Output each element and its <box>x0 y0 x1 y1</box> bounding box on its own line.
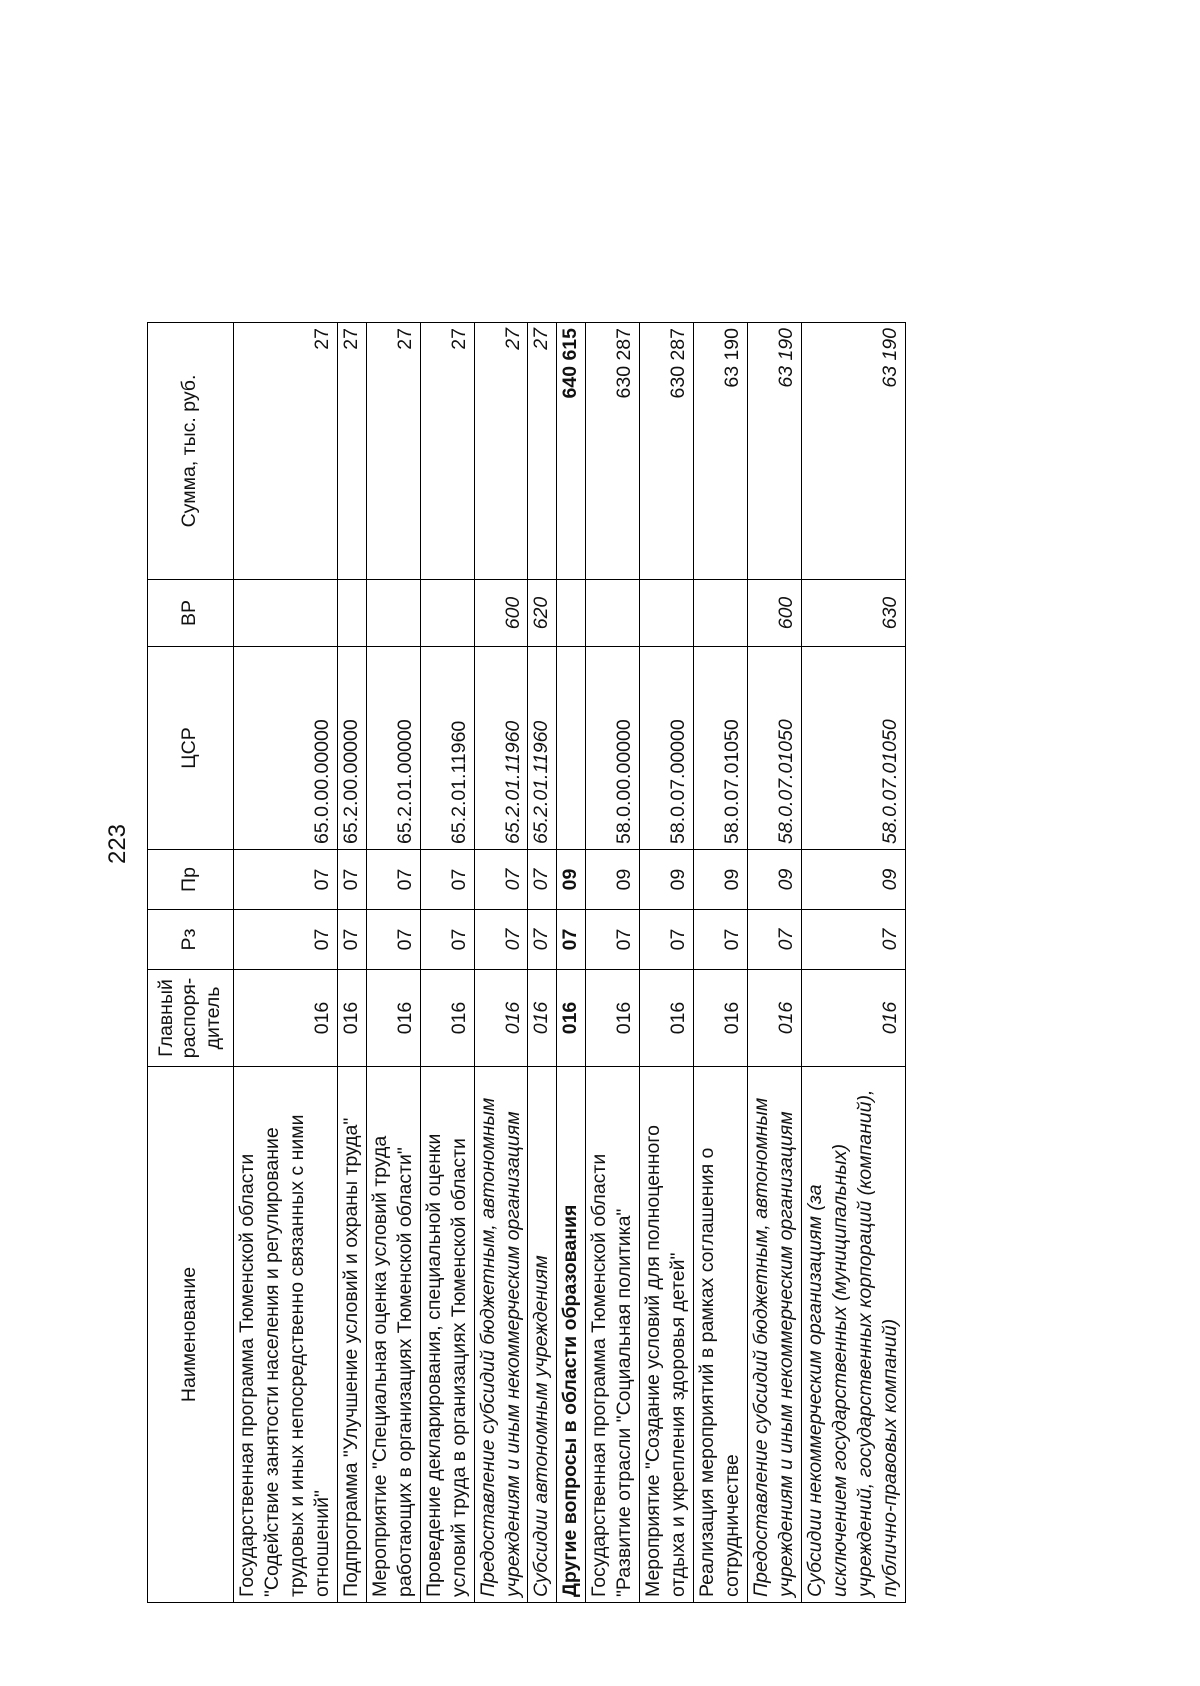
cell-vr: 630 <box>802 580 906 647</box>
cell-vr <box>337 580 366 647</box>
cell-rz: 07 <box>640 910 694 970</box>
cell-pr: 09 <box>557 850 586 910</box>
cell-sum: 27 <box>474 323 528 580</box>
cell-pr: 09 <box>640 850 694 910</box>
cell-rz: 07 <box>802 910 906 970</box>
cell-pr: 09 <box>748 850 802 910</box>
cell-name: Другие вопросы в области образования <box>557 1067 586 1603</box>
cell-vr: 620 <box>528 580 557 647</box>
header-sum: Сумма, тыс. руб. <box>148 323 234 580</box>
header-name: Наименование <box>148 1067 234 1603</box>
cell-sum: 27 <box>420 323 474 580</box>
cell-pr: 09 <box>694 850 748 910</box>
cell-rz: 07 <box>366 910 420 970</box>
cell-name: Мероприятие "Специальная оценка условий труда работающих в организациях Тюменской области" <box>366 1067 420 1603</box>
cell-csr: 65.2.00.00000 <box>337 647 366 850</box>
cell-vr <box>586 580 640 647</box>
table-row <box>366 323 420 1603</box>
cell-pr: 07 <box>528 850 557 910</box>
cell-csr: 65.2.01.11960 <box>474 647 528 850</box>
cell-sum: 63 190 <box>802 323 906 580</box>
cell-pr: 07 <box>420 850 474 910</box>
cell-name: Проведение декларирования, специальной оценки условий труда в организациях Тюменской области <box>420 1067 474 1603</box>
cell-rz: 07 <box>234 910 338 970</box>
table-row <box>586 323 640 1603</box>
cell-rz: 07 <box>586 910 640 970</box>
cell-glava: 016 <box>474 970 528 1067</box>
cell-vr <box>640 580 694 647</box>
cell-vr <box>694 580 748 647</box>
cell-rz: 07 <box>528 910 557 970</box>
cell-glava: 016 <box>802 970 906 1067</box>
cell-csr: 65.0.00.00000 <box>234 647 338 850</box>
cell-glava: 016 <box>640 970 694 1067</box>
cell-pr: 09 <box>586 850 640 910</box>
cell-pr: 07 <box>474 850 528 910</box>
cell-vr <box>557 580 586 647</box>
cell-csr: 65.2.01.11960 <box>420 647 474 850</box>
table-row <box>748 323 802 1603</box>
cell-glava: 016 <box>586 970 640 1067</box>
cell-pr: 07 <box>234 850 338 910</box>
table-row <box>802 323 906 1603</box>
header-row <box>148 323 234 1603</box>
cell-sum: 27 <box>234 323 338 580</box>
cell-name: Государственная программа Тюменской области "Развитие отрасли "Социальная политика" <box>586 1067 640 1603</box>
cell-csr: 58.0.07.01050 <box>748 647 802 850</box>
cell-csr: 58.0.07.01050 <box>802 647 906 850</box>
cell-sum: 640 615 <box>557 323 586 580</box>
cell-sum: 63 190 <box>748 323 802 580</box>
cell-glava: 016 <box>694 970 748 1067</box>
cell-rz: 07 <box>420 910 474 970</box>
cell-csr: 65.2.01.00000 <box>366 647 420 850</box>
header-glava: Главный распоря-дитель <box>148 970 234 1067</box>
cell-name: Реализация мероприятий в рамках соглашения о сотрудничестве <box>694 1067 748 1603</box>
cell-name: Субсидии автономным учреждениям <box>528 1067 557 1603</box>
table-row <box>640 323 694 1603</box>
cell-rz: 07 <box>337 910 366 970</box>
table-row <box>557 323 586 1603</box>
cell-pr: 07 <box>337 850 366 910</box>
header-csr: ЦСР <box>148 647 234 850</box>
cell-vr <box>234 580 338 647</box>
header-pr: Пр <box>148 850 234 910</box>
header-vr: ВР <box>148 580 234 647</box>
cell-rz: 07 <box>748 910 802 970</box>
cell-sum: 630 287 <box>586 323 640 580</box>
cell-sum: 27 <box>528 323 557 580</box>
cell-glava: 016 <box>528 970 557 1067</box>
table-row <box>474 323 528 1603</box>
table-row <box>234 323 338 1603</box>
cell-glava: 016 <box>366 970 420 1067</box>
cell-glava: 016 <box>420 970 474 1067</box>
cell-name: Мероприятие "Создание условий для полноценного отдыха и укрепления здоровья детей" <box>640 1067 694 1603</box>
table-row <box>528 323 557 1603</box>
cell-pr: 09 <box>802 850 906 910</box>
cell-name: Субсидии некоммерческим организациям (за исключением государственных (муниципальных) учреждений, государственных корпораций (компаний), публично-правовых компаний) <box>802 1067 906 1603</box>
cell-name: Предоставление субсидий бюджетным, автономным учреждениям и иным некоммерческим организациям <box>748 1067 802 1603</box>
cell-sum: 630 287 <box>640 323 694 580</box>
cell-csr <box>557 647 586 850</box>
cell-rz: 07 <box>694 910 748 970</box>
cell-glava: 016 <box>557 970 586 1067</box>
table-row <box>337 323 366 1603</box>
cell-csr: 65.2.01.11960 <box>528 647 557 850</box>
cell-glava: 016 <box>234 970 338 1067</box>
rotated-table-container <box>147 323 1010 1603</box>
cell-vr <box>420 580 474 647</box>
cell-name: Подпрограмма "Улучшение условий и охраны труда" <box>337 1067 366 1603</box>
cell-csr: 58.0.07.00000 <box>640 647 694 850</box>
cell-vr: 600 <box>474 580 528 647</box>
cell-sum: 27 <box>366 323 420 580</box>
budget-table <box>147 322 906 1603</box>
cell-name: Предоставление субсидий бюджетным, автономным учреждениям и иным некоммерческим организациям <box>474 1067 528 1603</box>
cell-pr: 07 <box>366 850 420 910</box>
table-row <box>420 323 474 1603</box>
cell-name: Государственная программа Тюменской области "Содействие занятости населения и регулирование трудовых и иных непосредственно связанных с ними отношений" <box>234 1067 338 1603</box>
cell-glava: 016 <box>337 970 366 1067</box>
cell-rz: 07 <box>557 910 586 970</box>
cell-rz: 07 <box>474 910 528 970</box>
cell-sum: 27 <box>337 323 366 580</box>
header-rz: Рз <box>148 910 234 970</box>
cell-vr <box>366 580 420 647</box>
cell-vr: 600 <box>748 580 802 647</box>
table-row <box>694 323 748 1603</box>
cell-sum: 63 190 <box>694 323 748 580</box>
cell-glava: 016 <box>748 970 802 1067</box>
cell-csr: 58.0.07.01050 <box>694 647 748 850</box>
cell-csr: 58.0.00.00000 <box>586 647 640 850</box>
page-number: 223 <box>104 823 131 865</box>
